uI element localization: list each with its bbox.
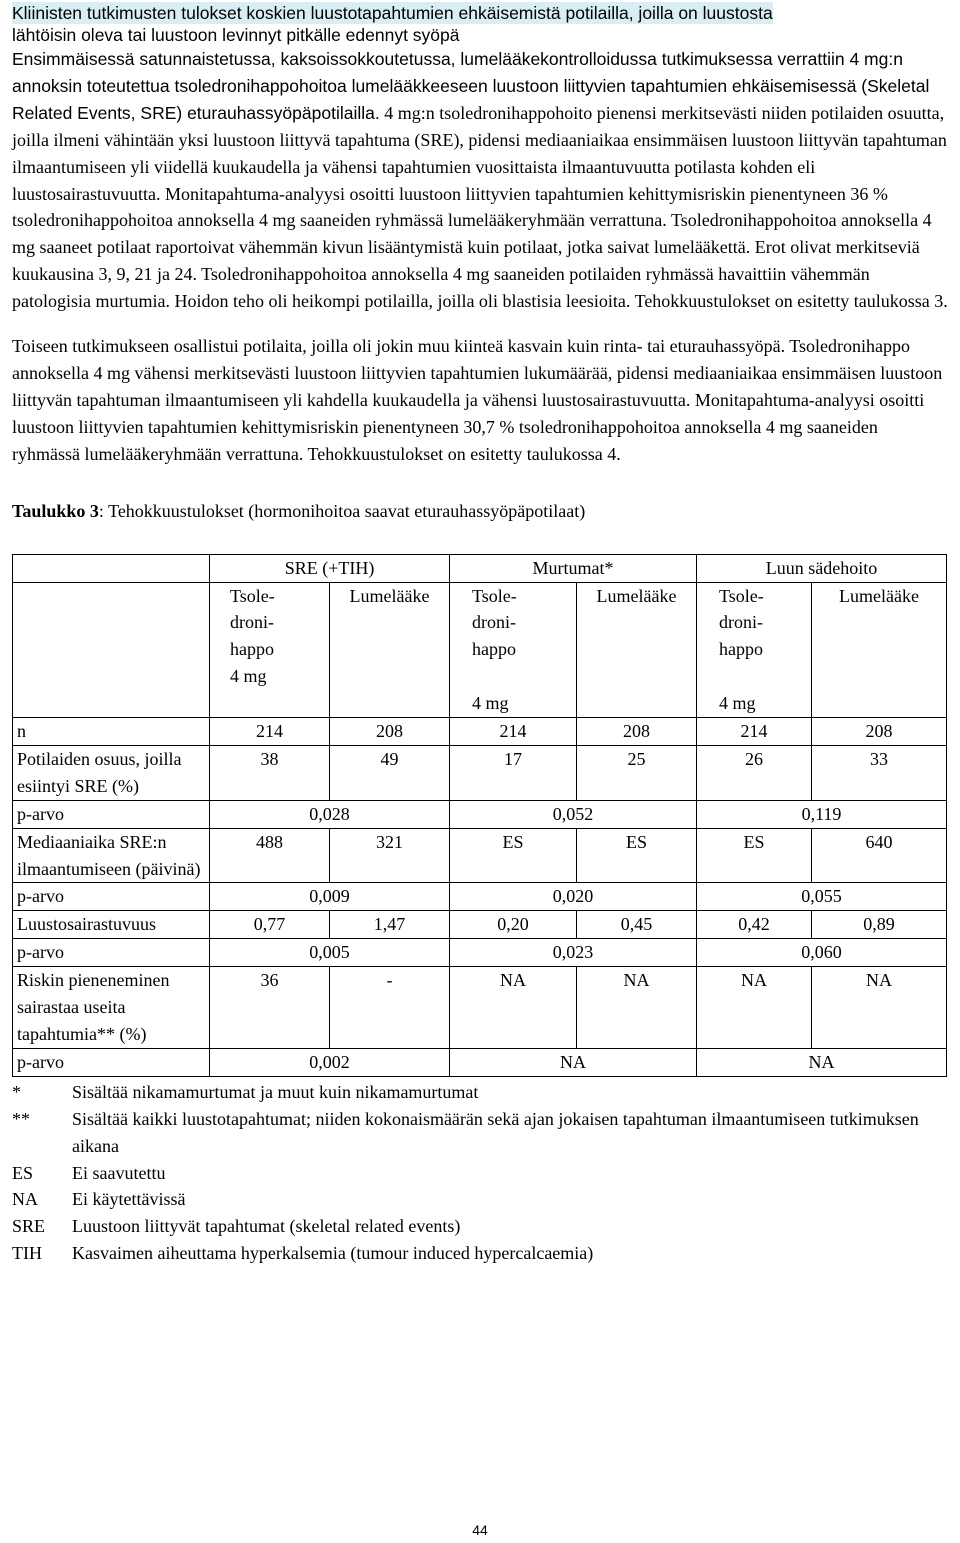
p-value-cell: 0,060 xyxy=(697,939,947,967)
p-value-cell: 0,009 xyxy=(210,883,450,911)
row-label: p-arvo xyxy=(13,939,210,967)
p-value-cell: 0,005 xyxy=(210,939,450,967)
row-label: p-arvo xyxy=(13,800,210,828)
p-value-cell: 0,028 xyxy=(210,800,450,828)
paragraph-1-sans-part: Ensimmäisessä satunnaistetussa, kaksoissokkoutetussa, lumelääkekontrolloidussa tutkimuksessa verrattiin 4 mg:n annoksin toteutettua tsoledronihappohoitoa lumelääkkeeseen luustoon liittyvien tapahtumien ehkäisemisessä (Skeletal Related Events, SRE) eturauhassyöpäpotilailla. xyxy=(12,49,930,123)
value-cell: ES xyxy=(697,828,812,883)
value-cell: 0,20 xyxy=(450,911,577,939)
value-cell: 0,89 xyxy=(812,911,947,939)
group-header: Murtumat* xyxy=(450,554,697,582)
value-cell: NA xyxy=(812,967,947,1049)
footnote-text: Luustoon liittyvät tapahtumat (skeletal related events) xyxy=(72,1216,461,1237)
table-row xyxy=(13,718,947,746)
footnotes xyxy=(12,1079,948,1267)
footnote-text: Ei käytettävissä xyxy=(72,1189,186,1210)
heading-line-1: Kliinisten tutkimusten tulokset koskien luustotapahtumien ehkäisemistä potilailla, joilla on luustosta xyxy=(12,3,773,23)
paragraph-1 xyxy=(12,46,948,315)
group-header: Luun sädehoito xyxy=(697,554,947,582)
value-cell: 208 xyxy=(577,718,697,746)
value-cell: ES xyxy=(450,828,577,883)
value-cell: 33 xyxy=(812,745,947,800)
table-row xyxy=(13,883,947,911)
table-row xyxy=(13,1048,947,1076)
value-cell: 214 xyxy=(210,718,330,746)
value-cell: 1,47 xyxy=(330,911,450,939)
p-value-cell: 0,119 xyxy=(697,800,947,828)
value-cell: 36 xyxy=(210,967,330,1049)
drug-header: Tsole- droni- happo 4 mg xyxy=(450,582,577,718)
footnote xyxy=(12,1079,948,1106)
p-value-cell: 0,055 xyxy=(697,883,947,911)
value-cell: NA xyxy=(577,967,697,1049)
footnote-key: * xyxy=(12,1081,21,1102)
value-cell: 49 xyxy=(330,745,450,800)
table-row xyxy=(13,967,947,1049)
results-table xyxy=(12,554,947,1077)
table-caption-text: : Tehokkuustulokset (hormonihoitoa saavat eturauhassyöpäpotilaat) xyxy=(98,500,586,521)
table-row xyxy=(13,800,947,828)
value-cell: 488 xyxy=(210,828,330,883)
value-cell: - xyxy=(330,967,450,1049)
footnote-text: Kasvaimen aiheuttama hyperkalsemia (tumour induced hypercalcaemia) xyxy=(72,1243,594,1264)
value-cell: 0,45 xyxy=(577,911,697,939)
footnote-key: ** xyxy=(12,1108,30,1129)
footnote xyxy=(12,1240,948,1267)
footnote-key: TIH xyxy=(12,1243,42,1264)
value-cell: 38 xyxy=(210,745,330,800)
table-group-header-row xyxy=(13,554,947,582)
value-cell: 25 xyxy=(577,745,697,800)
footnote-key: NA xyxy=(12,1189,38,1210)
footnote-key: SRE xyxy=(12,1216,46,1237)
row-label: n xyxy=(13,718,210,746)
value-cell: NA xyxy=(450,967,577,1049)
value-cell: 321 xyxy=(330,828,450,883)
drug-header: Tsole- droni- happo 4 mg xyxy=(697,582,812,718)
p-value-cell: 0,002 xyxy=(210,1048,450,1076)
value-cell: 214 xyxy=(450,718,577,746)
table-subheader-row xyxy=(13,582,947,718)
table-row xyxy=(13,828,947,883)
footnote-text: Ei saavutettu xyxy=(72,1162,166,1183)
footnote xyxy=(12,1106,948,1160)
value-cell: 0,77 xyxy=(210,911,330,939)
footnote xyxy=(12,1213,948,1240)
drug-header: Tsole- droni- happo 4 mg xyxy=(210,582,330,718)
page-number: 44 xyxy=(472,1522,488,1538)
group-header: SRE (+TIH) xyxy=(210,554,450,582)
row-label: Mediaaniaika SRE:n ilmaantumiseen (päivinä) xyxy=(13,828,210,883)
paragraph-1-serif-part: 4 mg:n tsoledronihappohoito pienensi merkitsevästi niiden potilaiden osuutta, joilla ilmeni vähintään yksi luustoon liittyvä tapahtuma (SRE), pidensi mediaaniaikaa ensimmäisen luustoon liittyvän tapahtuman ilmaantumiseen yli viidellä kuukaudella ja vähensi tapahtumien vuosittaista ilmaantuvuutta potilasta kohden eli luustosairastuvuutta. Monitapahtuma-analyysi osoitti luustoon liittyvien tapahtumien kehittymisriskin pienentyneen 36 % tsoledronihappohoitoa annoksella 4 mg saaneiden ryhmässä lumelääkeryhmään verrattuna. Tsoledronihappohoitoa annoksella 4 mg saaneet potilaat raportoivat vähemmän kivun lisääntymistä kuin potilaat, jotka saivat lumelääkettä. Erot olivat merkitseviä kuukausina 3, 9, 21 ja 24. Tsoledronihappohoitoa annoksella 4 mg saaneiden potilaiden ryhmässä havaittiin vähemmän patologisia murtumia. Hoidon teho oli heikompi potilailla, joilla oli blastisia leesioita. Tehokkuustulokset on esitetty taulukossa 3. xyxy=(12,102,948,312)
table-row xyxy=(13,745,947,800)
table-body xyxy=(13,718,947,1077)
footnote-key: ES xyxy=(12,1162,34,1183)
p-value-cell: NA xyxy=(450,1048,697,1076)
row-label: Riskin pieneneminen sairastaa useita tapahtumia** (%) xyxy=(13,967,210,1049)
p-value-cell: NA xyxy=(697,1048,947,1076)
p-value-cell: 0,052 xyxy=(450,800,697,828)
heading-line-2: lähtöisin oleva tai luustoon levinnyt pitkälle edennyt syöpä xyxy=(12,25,460,45)
value-cell: 214 xyxy=(697,718,812,746)
table-corner-cell xyxy=(13,554,210,582)
placebo-header: Lumelääke xyxy=(330,582,450,718)
table-caption-label: Taulukko 3 xyxy=(12,500,99,521)
placebo-header: Lumelääke xyxy=(812,582,947,718)
footnote xyxy=(12,1160,948,1187)
placebo-header: Lumelääke xyxy=(577,582,697,718)
footnote-text: Sisältää kaikki luustotapahtumat; niiden kokonaismäärän sekä ajan jokaisen tapahtuman ilmaantumiseen tutkimuksen aikana xyxy=(72,1108,919,1156)
paragraph-2: Toiseen tutkimukseen osallistui potilaita, joilla oli jokin muu kiinteä kasvain kuin rinta- tai eturauhassyöpä. Tsoledronihappo annoksella 4 mg vähensi merkitsevästi luustoon liittyvien tapahtumien lukumäärää, pidensi mediaaniaikaa ensimmäisen luustoon liittyvän tapahtuman ilmaantumiseen yli kahdella kuukaudella ja vähensi luustosairastuvuutta. Monitapahtuma-analyysi osoitti luustoon liittyvien tapahtumien kehittymisriskin pienentyneen 30,7 % tsoledronihappohoitoa annoksella 4 mg saaneiden ryhmässä lumelääkeryhmään verrattuna. Tehokkuustulokset on esitetty taulukossa 4. xyxy=(12,336,943,464)
value-cell: 26 xyxy=(697,745,812,800)
table-row xyxy=(13,939,947,967)
footnote-text: Sisältää nikamamurtumat ja muut kuin nikamamurtumat xyxy=(72,1081,479,1102)
row-label: Luustosairastuvuus xyxy=(13,911,210,939)
value-cell: 17 xyxy=(450,745,577,800)
row-label: Potilaiden osuus, joilla esiintyi SRE (%) xyxy=(13,745,210,800)
value-cell: 640 xyxy=(812,828,947,883)
table-caption xyxy=(12,498,948,524)
document-page xyxy=(12,0,948,1267)
value-cell: ES xyxy=(577,828,697,883)
p-value-cell: 0,023 xyxy=(450,939,697,967)
row-label: p-arvo xyxy=(13,1048,210,1076)
value-cell: NA xyxy=(697,967,812,1049)
row-label: p-arvo xyxy=(13,883,210,911)
section-heading xyxy=(12,2,948,46)
value-cell: 208 xyxy=(330,718,450,746)
p-value-cell: 0,020 xyxy=(450,883,697,911)
table-subheader-blank xyxy=(13,582,210,718)
value-cell: 208 xyxy=(812,718,947,746)
value-cell: 0,42 xyxy=(697,911,812,939)
footnote xyxy=(12,1186,948,1213)
table-row xyxy=(13,911,947,939)
